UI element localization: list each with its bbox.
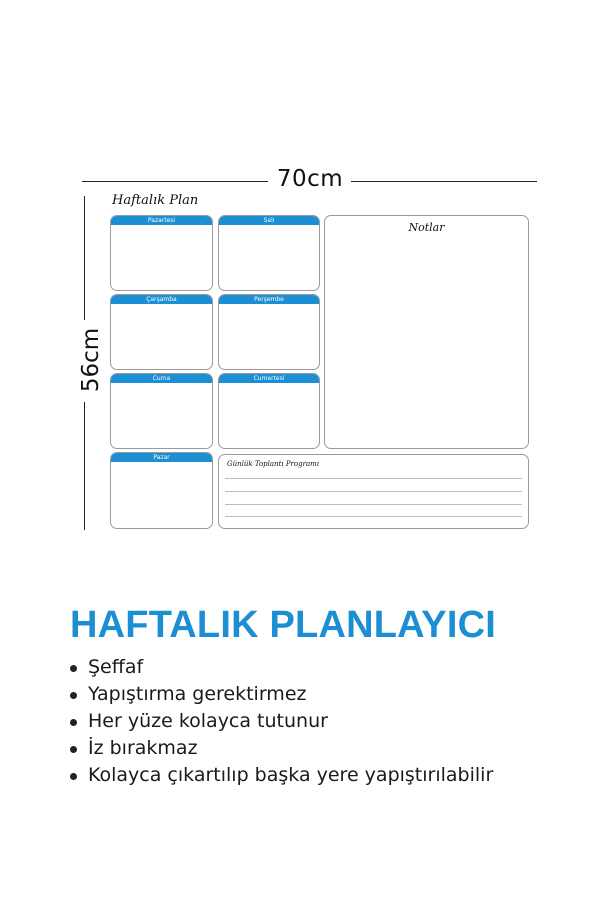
day-card-sunday: [110, 452, 213, 529]
bullet-icon: [70, 746, 77, 753]
feature-text: Yapıştırma gerektirmez: [88, 683, 307, 705]
height-dimension-line-bottom: [84, 402, 85, 530]
feature-text: İz bırakmaz: [88, 737, 198, 759]
width-dimension-line-right: [351, 181, 537, 182]
day-card-thursday: [218, 294, 320, 370]
day-label: Cuma: [111, 374, 212, 383]
feature-item: [68, 654, 493, 681]
meeting-schedule-title: Günlük Toplantı Programı: [227, 460, 319, 468]
height-dimension-line-top: [84, 196, 85, 320]
feature-item: [68, 708, 493, 735]
writing-line: [225, 478, 522, 479]
writing-line: [225, 516, 522, 517]
bullet-icon: [70, 692, 77, 699]
day-label: Pazartesi: [111, 216, 212, 225]
day-label: Cumartesi: [219, 374, 319, 383]
feature-text: Her yüze kolayca tutunur: [88, 710, 328, 732]
day-card-monday: [110, 215, 213, 291]
day-card-wednesday: [110, 294, 213, 370]
day-label: Çarşamba: [111, 295, 212, 304]
planner-title: Haftalık Plan: [112, 193, 199, 208]
day-card-tuesday: [218, 215, 320, 291]
height-dimension-label: 56cm: [78, 327, 104, 393]
feature-item: [68, 681, 493, 708]
writing-line: [225, 491, 522, 492]
bullet-icon: [70, 719, 77, 726]
meeting-schedule-panel: [218, 454, 529, 529]
bullet-icon: [70, 773, 77, 780]
feature-list: [68, 654, 493, 789]
notes-title: Notlar: [408, 221, 445, 234]
width-dimension-line-left: [82, 181, 268, 182]
writing-line: [225, 504, 522, 505]
day-card-saturday: [218, 373, 320, 449]
day-label: Salı: [219, 216, 319, 225]
feature-text: Şeffaf: [88, 656, 144, 678]
bullet-icon: [70, 665, 77, 672]
notes-panel: [324, 215, 529, 449]
feature-item: [68, 735, 493, 762]
feature-text: Kolayca çıkartılıp başka yere yapıştırılabilir: [88, 764, 494, 786]
product-headline: HAFTALIK PLANLAYICI: [70, 604, 497, 646]
width-dimension-label: 70cm: [276, 166, 344, 192]
day-card-friday: [110, 373, 213, 449]
day-label: Pazar: [111, 453, 212, 462]
feature-item: [68, 762, 493, 789]
day-label: Perşembe: [219, 295, 319, 304]
